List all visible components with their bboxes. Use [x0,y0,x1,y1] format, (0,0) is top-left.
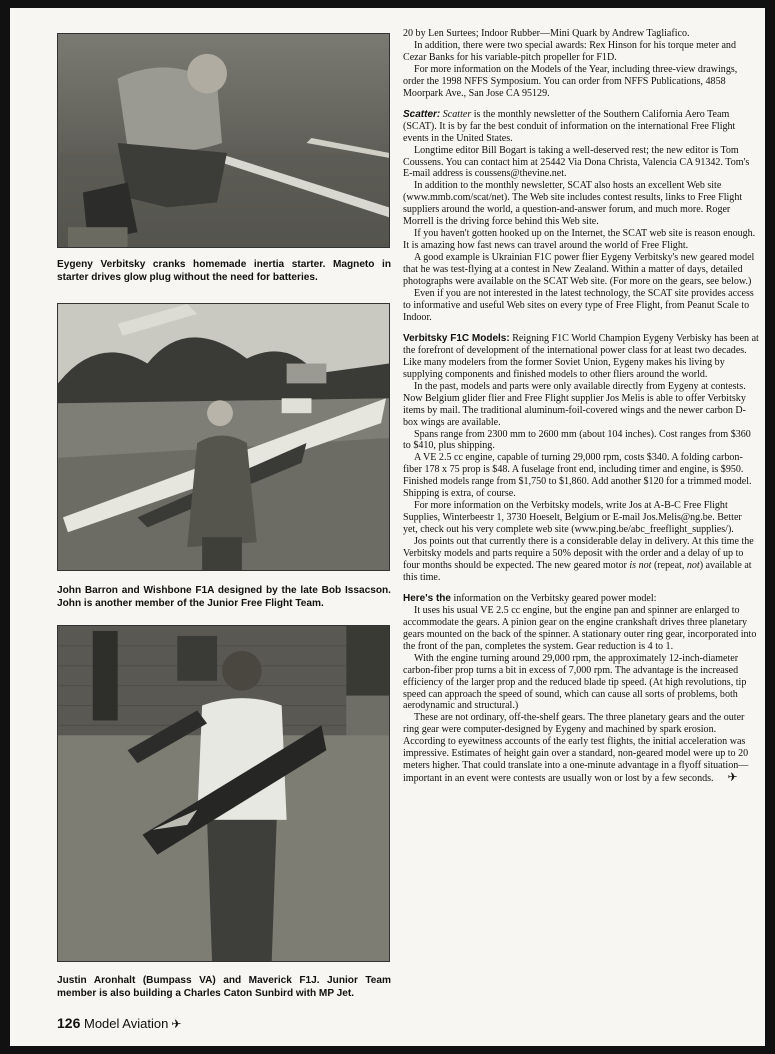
photo-caption-3: Justin Aronhalt (Bumpass VA) and Maverick F1J. Junior Team member is also building a Charles Caton Sunbird with MP Jet. [57,975,391,999]
section-heading-geared: Here's the [403,592,451,604]
article-paragraph: In addition to the monthly newsletter, SCAT also hosts an excellent Web site (www.mmb.com/scat/net). The Web site includes contest results, links to Free Flight suppliers around the world, a question-and-answer forum, and much more. Roger Morrell is the driving force behind this Web site. [403,180,743,228]
article-paragraph: A good example is Ukrainian F1C power flier Eygeny Verbitsky's new geared model that he was test-flying at a contest in New Zealand. Within a matter of days, detailed photographs were available on the SCAT Web site. (For more on the gears, see below.) [403,252,755,288]
article-paragraph: Spans range from 2300 mm to 2600 mm (about 104 inches). Cost ranges from $360 to $410, plus shipping. [403,428,751,452]
section-heading-verbitsky: Verbitsky F1C Models: [403,332,510,344]
scatter-italic: Scatter [442,108,472,120]
article-paragraph: It uses his usual VE 2.5 cc engine, but the engine pan and spinner are enlarged to accommodate the gears. A pinion gear on the engine crankshaft drives three planetary gears mounted on the back of the spinner. A stationary outer ring gear, incorporated into the front of the pan, completes the system. Gear reduction is 4 to 1. [403,604,757,652]
article-paragraph: Verbitsky F1C Models: Reigning F1C World Champion Eygeny Verbisky has been at the forefront of development of the international power class for at least two decades. Like many modelers from the former Soviet Union, Eygeny makes his living by supplying components and finished models to other fliers around the world. [403,332,759,380]
article-paragraph: In addition, there were two special awards: Rex Hinson for his torque meter and Cezar Banks for his variable-pitch propeller for F1D. [403,39,736,63]
article-paragraph: With the engine turning around 29,000 rpm, the approximately 12-inch-diameter carbon-fiber prop turns a bit in excess of 7,000 rpm. The advantage is the increased efficiency of the larger prop and the reduced blade tip speed. (At high revolutions, tip speed can approach the speed of sound, which can cause all sorts of problems, both aerodynamic and structural.) [403,652,747,712]
magazine-page [10,8,765,1046]
article-column [403,28,759,785]
article-paragraph: For more information on the Verbitsky models, write Jos at A-B-C Free Flight Supplies, Winterbeestr 1, 3730 Hoeselt, Belgium or E-mail Jos.Melis@ng.be. Better yet, check out his very complete web site (www.ping.be/abc_freeflight_supplies/). [403,500,742,536]
article-paragraph: For more information on the Models of the Year, including three-view drawings, order the 1998 NFFS Symposium. You can order from NFFS Publications, 4858 Moorpark Ave., San Jose CA 95129. [403,63,738,99]
page-footer [57,1015,181,1031]
article-paragraph: Scatter: Scatter is the monthly newsletter of the Southern California Aero Team (SCAT). It is by far the best conduit of information on the international Free Flight events in the United States. [403,108,736,144]
article-paragraph: Here's the information on the Verbitsky geared power model: [403,592,657,604]
end-mark-airplane-icon: ✈ [727,770,738,785]
photo-caption-1: Eygeny Verbitsky cranks homemade inertia starter. Magneto in starter drives glow plug without the need for batteries. [57,259,391,283]
page-number: 126 [57,1015,81,1031]
article-paragraph: In the past, models and parts were only available directly from Eygeny at contests. Now Belgium glider flier and Free Flight supplier Jos Melis is able to offer Verbitsky items by mail. The traditional aluminum-foil-covered wings and the newer carbon D-box wings are available. [403,380,746,428]
article-paragraph: If you haven't gotten hooked up on the Internet, the SCAT web site is reason enough. It is amazing how fast news can travel around the world of Free Flight. [403,228,756,252]
photo-justin-aronhalt-maverick [57,625,390,962]
section-heading-scatter: Scatter: [403,108,441,120]
article-paragraph: A VE 2.5 cc engine, capable of turning 29,000 rpm, costs $340. A folding carbon-fiber 178 x 75 prop is $48. A fuselage front end, including timer and engine, is $950. Finished models range from $1,750 to $1,860. Add another $120 for a trimmed model. Shipping is extra, of course. [403,452,752,500]
photo-caption-2: John Barron and Wishbone F1A designed by the late Bob Issacson. John is another member of the Junior Free Flight Team. [57,585,391,609]
article-paragraph: Even if you are not interested in the latest technology, the SCAT site provides access to informative and useful Web sites on every type of Free Flight, from Peanut Scale to Indoor. [403,288,754,323]
airplane-icon: ✈ [171,1017,182,1031]
article-paragraph: These are not ordinary, off-the-shelf gears. The three planetary gears and the outer ring gear were computer-designed by Eygeny and machined by spark erosion. According to eyewitness accounts of the early test flights, the initial acceleration was impressive. Estimates of height gain over a standard, non-geared model were up to 20 meters higher. That could translate into a one-minute advantage in a flyoff situation—important in an event were contests are usually won or lost by a few seconds. ✈ [403,712,749,785]
photo-john-barron-wishbone [57,303,390,571]
article-paragraph: 20 by Len Surtees; Indoor Rubber—Mini Quark by Andrew Tagliafico. [403,28,690,39]
article-paragraph: Longtime editor Bill Bogart is taking a well-deserved rest; the new editor is Tom Coussens. You can contact him at 25442 Via Dona Christa, Valencia CA 91342. Tom's E-mail address is coussens@thevine.net. [403,144,750,180]
article-paragraph: Jos points out that currently there is a considerable delay in delivery. At this time the Verbitsky models and parts require a 50% deposit with the order and a delay of up to four months should be expected. The new geared motor is not (repeat, not) available at this time. [403,536,754,583]
magazine-name: Model Aviation [83,1016,169,1031]
photo-verbitsky-inertia-starter [57,33,390,248]
